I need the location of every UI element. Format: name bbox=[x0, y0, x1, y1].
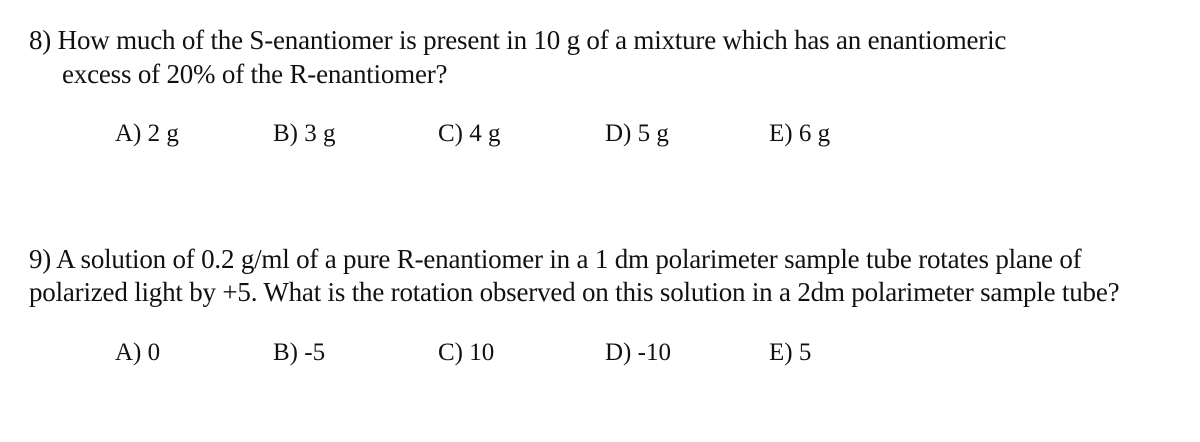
question-9-text-line-1: 9) A solution of 0.2 g/ml of a pure R-enantiomer in a 1 dm polarimeter sample tube rotates plane of bbox=[29, 244, 1082, 274]
question-9-option-c: C) 10 bbox=[438, 339, 495, 366]
question-8-option-b: B) 3 g bbox=[273, 120, 336, 147]
question-8-option-c: C) 4 g bbox=[438, 120, 501, 147]
question-8-option-d: D) 5 g bbox=[605, 120, 669, 147]
question-9-option-b: B) -5 bbox=[273, 339, 326, 366]
question-9-option-a: A) 0 bbox=[115, 339, 161, 366]
question-9-text-line-2: polarized light by +5. What is the rotation observed on this solution in a 2dm polarimeter sample tube? bbox=[29, 277, 1120, 307]
question-8-text-line-1: 8) How much of the S-enantiomer is present in 10 g of a mixture which has an enantiomeric bbox=[29, 25, 1007, 55]
question-9-option-e: E) 5 bbox=[769, 339, 812, 366]
question-8-option-a: A) 2 g bbox=[115, 120, 179, 147]
question-8-option-e: E) 6 g bbox=[769, 120, 831, 147]
question-9-option-d: D) -10 bbox=[605, 339, 671, 366]
question-8-text-line-2: excess of 20% of the R-enantiomer? bbox=[62, 59, 448, 89]
